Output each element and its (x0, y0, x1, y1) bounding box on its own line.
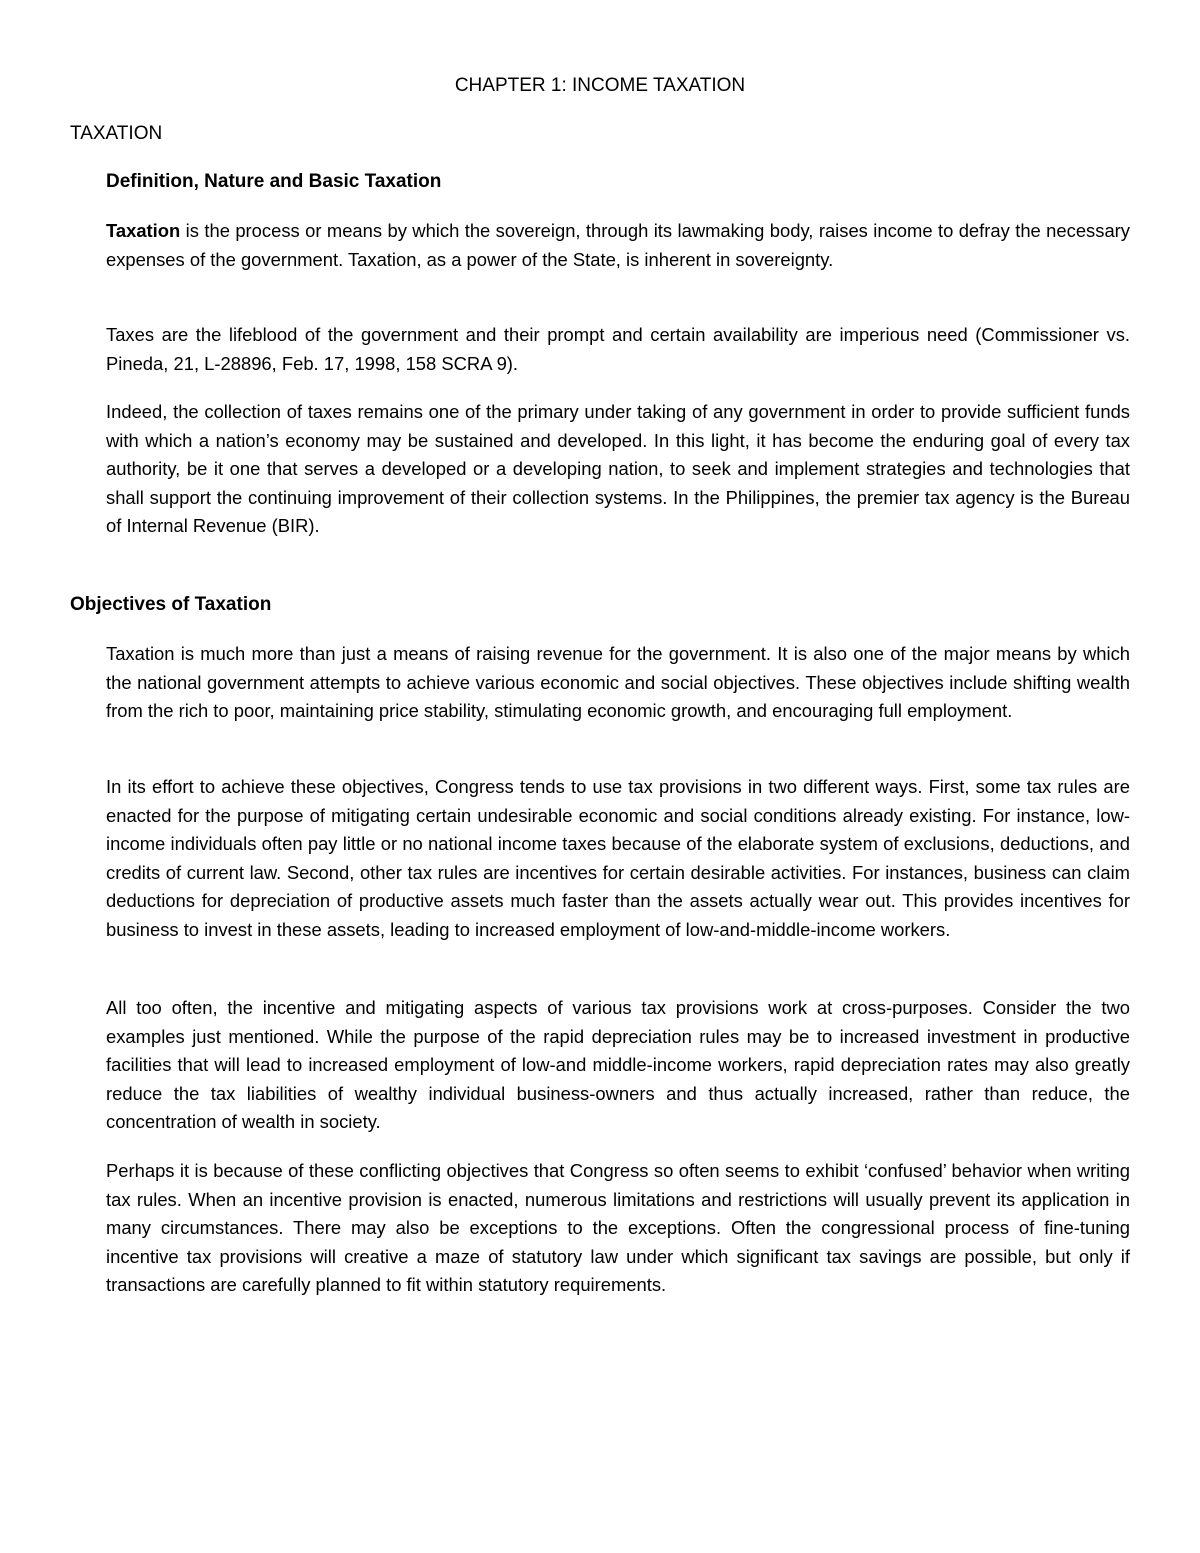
term-taxation: Taxation (106, 220, 181, 241)
paragraph-objectives: Taxation is much more than just a means of raising revenue for the government. It is also one of the major means by which the national government attempts to achieve various economic and social objectives. These objectives include shifting wealth from the rich to poor, maintaining price stability, stimulating economic growth, and encouraging full employment. (106, 643, 1130, 722)
paragraph-cross-purposes: All too often, the incentive and mitigating aspects of various tax provisions work at cross-purposes. Consider the two examples just mentioned. While the purpose of the rapid depreciation rules may be to increased investment in productive facilities that will lead to increased employment of low-and middle-income workers, rapid depreciation rates may also greatly reduce the tax liabilities of wealthy individual business-owners and thus actually increased, rather than reduce, the concentration of wealth in society. (106, 997, 1130, 1133)
paragraph-congress-ways: In its effort to achieve these objectives, Congress tends to use tax provisions in two different ways. First, some tax rules are enacted for the purpose of mitigating certain undesirable economic and social conditions already existing. For instance, low-income individuals often pay little or no national income taxes because of the elaborate system of exclusions, deductions, and credits of current law. Second, other tax rules are incentives for certain desirable activities. For instances, business can claim deductions for depreciation of productive assets much faster than the assets actually wear out. This provides incentives for business to invest in these assets, leading to increased employment of low-and-middle-income workers. (106, 776, 1130, 940)
chapter-title: CHAPTER 1: INCOME TAXATION (454, 75, 746, 96)
paragraph-taxation-definition-text: is the process or means by which the sovereign, through its lawmaking body, raises income to defray the necessary expenses of the government. Taxation, as a power of the State, is inherent in sovereignty. (106, 220, 1130, 270)
section-heading-taxation: TAXATION (70, 123, 163, 144)
paragraph-taxation-definition (106, 217, 1130, 274)
subheading-definition: Definition, Nature and Basic Taxation (106, 171, 442, 192)
paragraph-lifeblood: Taxes are the lifeblood of the government and their prompt and certain availability are imperious need (Commissioner vs. Pineda, 21, L-28896, Feb. 17, 1998, 158 SCRA 9). (106, 324, 1130, 374)
paragraph-collection: Indeed, the collection of taxes remains one of the primary under taking of any government in order to provide sufficient funds with which a nation’s economy may be sustained and developed. In this light, it has become the enduring goal of every tax authority, be it one that serves a developed or a developing nation, to seek and implement strategies and technologies that shall support the continuing improvement of their collection systems. In the Philippines, the premier tax agency is the Bureau of Internal Revenue (BIR). (106, 401, 1130, 537)
paragraph-conflicting-objectives: Perhaps it is because of these conflicting objectives that Congress so often seems to exhibit ‘confused’ behavior when writing tax rules. When an incentive provision is enacted, numerous limitations and restrictions will usually prevent its application in many circumstances. There may also be exceptions to the exceptions. Often the congressional process of fine-tuning incentive tax provisions will creative a maze of statutory law under which significant tax savings are possible, but only if transactions are carefully planned to fit within statutory requirements. (106, 1160, 1130, 1296)
section-heading-objectives: Objectives of Taxation (70, 594, 272, 615)
